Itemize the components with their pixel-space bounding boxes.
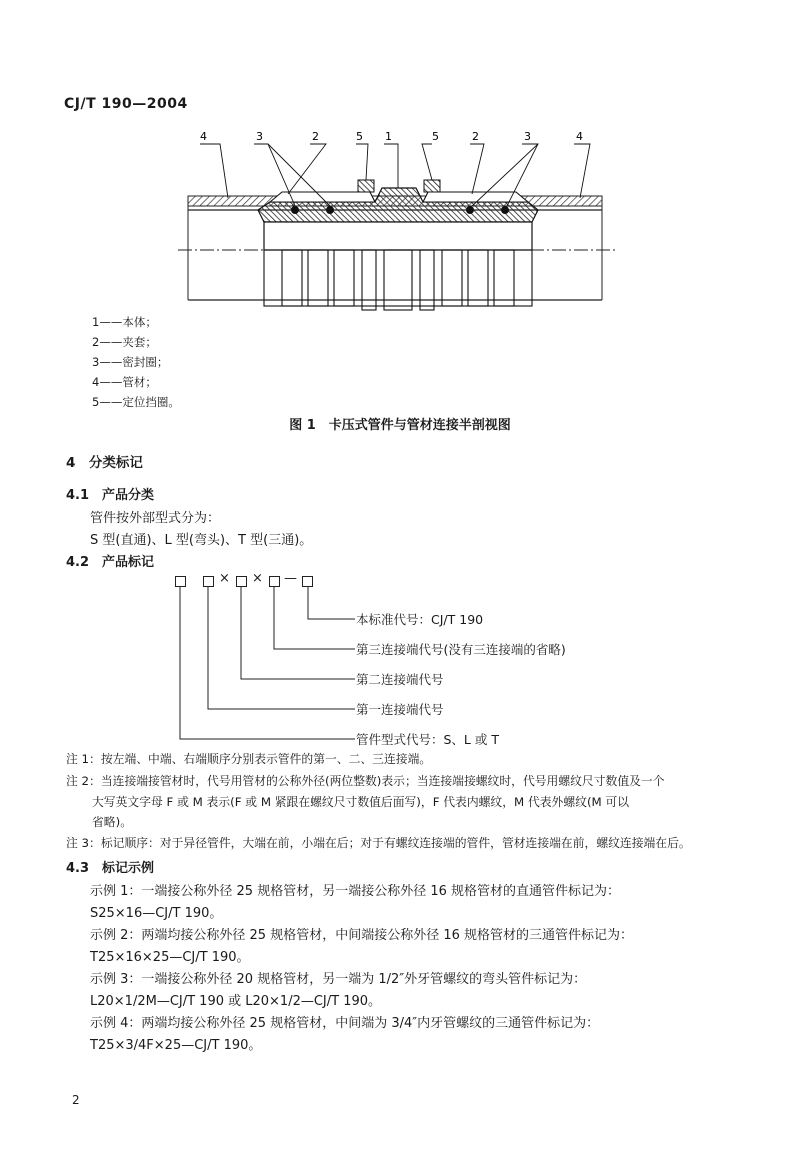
section-4-3-title: 4.3 标记示例 bbox=[66, 861, 155, 876]
s41-line-2: S 型(直通)、L 型(弯头)、T 型(三通)。 bbox=[90, 533, 313, 548]
callout-1-center: 1 bbox=[385, 130, 392, 143]
times-sign-2: × bbox=[252, 571, 263, 586]
dash-sign: — bbox=[284, 571, 297, 586]
standard-code-header: CJ/T 190—2004 bbox=[64, 96, 188, 112]
example-1-mark: S25×16—CJ/T 190。 bbox=[90, 906, 223, 921]
example-3-desc: 示例 3：一端接公称外径 20 规格管材，另一端为 1/2″外牙管螺纹的弯头管件标记为： bbox=[90, 972, 587, 987]
example-2-mark: T25×16×25—CJ/T 190。 bbox=[90, 950, 250, 965]
s41-line-1: 管件按外部型式分为： bbox=[90, 511, 221, 526]
callout-2-left: 2 bbox=[312, 130, 319, 143]
note-2-line-1: 注 2：当连接端接管材时，代号用管材的公称外径(两位整数)表示；当连接端接螺纹时，代号用螺纹尺寸数值及一个 bbox=[66, 774, 665, 788]
section-4-1-title: 4.1 产品分类 bbox=[66, 488, 155, 503]
example-1-desc: 示例 1：一端接公称外径 25 规格管材，另一端接公称外径 16 规格管材的直通管件标记为： bbox=[90, 884, 621, 899]
callout-3-right: 3 bbox=[524, 130, 531, 143]
callout-5-right: 5 bbox=[432, 130, 439, 143]
marking-label-end3: 第三连接端代号(没有三连接端的省略) bbox=[356, 642, 566, 657]
marking-leader-lines bbox=[170, 586, 370, 746]
legend-item-5: 5——定位挡圈。 bbox=[92, 395, 180, 409]
example-2-desc: 示例 2：两端均接公称外径 25 规格管材，中间端接公称外径 16 规格管材的三通管件标记为： bbox=[90, 928, 634, 943]
figure-1-pipe-fitting-drawing bbox=[170, 122, 630, 312]
marking-label-type: 管件型式代号：S、L 或 T bbox=[356, 732, 499, 747]
times-sign-1: × bbox=[219, 571, 230, 586]
note-2-line-2: 大写英文字母 F 或 M 表示(F 或 M 紧跟在螺纹尺寸数值后面写)，F 代表内螺纹，M 代表外螺纹(M 可以 bbox=[92, 795, 630, 809]
section-4-title: 4 分类标记 bbox=[66, 455, 143, 471]
callout-4-left: 4 bbox=[200, 130, 207, 143]
marking-label-end1: 第一连接端代号 bbox=[356, 702, 444, 717]
callout-3-left: 3 bbox=[256, 130, 263, 143]
callout-4-right: 4 bbox=[576, 130, 583, 143]
marking-label-end2: 第二连接端代号 bbox=[356, 672, 444, 687]
marking-label-standard: 本标准代号：CJ/T 190 bbox=[356, 612, 484, 627]
legend-item-4: 4——管材； bbox=[92, 375, 157, 389]
note-2-line-3: 省略)。 bbox=[92, 815, 132, 829]
callout-5-left: 5 bbox=[356, 130, 363, 143]
page-number: 2 bbox=[72, 1093, 80, 1107]
legend-item-3: 3——密封圈； bbox=[92, 355, 169, 369]
example-4-desc: 示例 4：两端均接公称外径 25 规格管材，中间端为 3/4″内牙管螺纹的三通管件标记为： bbox=[90, 1016, 600, 1031]
legend-item-2: 2——夹套； bbox=[92, 335, 157, 349]
example-4-mark: T25×3/4F×25—CJ/T 190。 bbox=[90, 1038, 262, 1053]
section-4-2-title: 4.2 产品标记 bbox=[66, 555, 155, 570]
note-1: 注 1：按左端、中端、右端顺序分别表示管件的第一、二、三连接端。 bbox=[66, 752, 432, 766]
legend-item-1: 1——本体； bbox=[92, 315, 157, 329]
note-3: 注 3：标记顺序：对于异径管件，大端在前，小端在后；对于有螺纹连接端的管件，管材连接端在前，螺纹连接端在后。 bbox=[66, 836, 691, 850]
callout-2-right: 2 bbox=[472, 130, 479, 143]
figure-1-caption: 图 1 卡压式管件与管材连接半剖视图 bbox=[289, 418, 511, 433]
example-3-mark: L20×1/2M—CJ/T 190 或 L20×1/2—CJ/T 190。 bbox=[90, 994, 382, 1009]
